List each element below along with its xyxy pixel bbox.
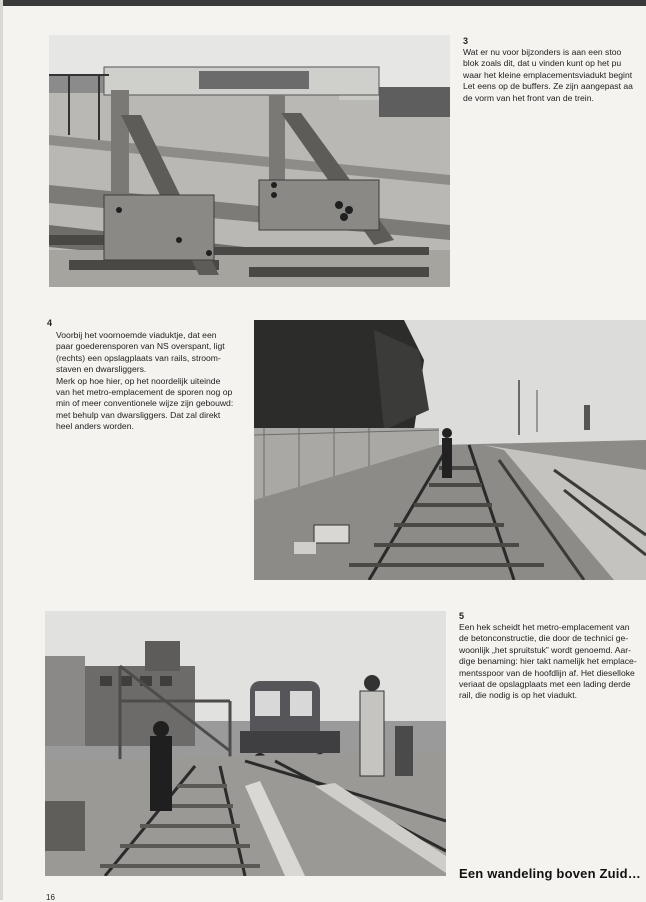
section-caption-4: Voorbij het voornoemde viaduktje, dat een paar goederensporen van NS overspant, ligt (rechts) een opslagplaats van rails, stroom- staven en dwarsliggers. Merk op hoe hier, op het noordelijk uiteinde van het metro-emplacement de sporen nog op min of meer conventionele wijze zijn gebouwd: met behulp van dwarsliggers. Dat zal direkt heel anders worden. (56, 330, 234, 432)
scan-top-edge (0, 0, 646, 6)
track-storage-photo (254, 320, 646, 580)
section-number-4: 4 (47, 318, 53, 328)
page-footer-title: Een wandeling boven Zuid… (459, 866, 641, 881)
section-number-3: 3 (463, 36, 469, 46)
scan-left-edge (0, 0, 3, 900)
buffer-stop-photo (49, 35, 450, 287)
diesel-locomotive-photo (45, 611, 446, 876)
section-number-5: 5 (459, 611, 465, 621)
page-number: 16 (46, 893, 55, 902)
section-caption-5: Een hek scheidt het metro-emplacement van de betonconstructie, die door de technici ge- woonlijk „het spruitstuk” wordt genoemd. Aar- dige benaming: hier takt namelijk het emplace- mentsspoor van de hoofdlijn af. Het dieselloke veriaat de opslagplaats met een lading derde rail, die nodig is op het viadukt. (459, 622, 637, 701)
section-caption-3: Wat er nu voor bijzonders is aan een stoo blok zoals dit, dat u vinden kunt op het pu waar het kleine emplacementsviadukt begint Let eens op de buffers. Ze zijn aangepast aa de vorm van het front van de trein. (463, 47, 633, 103)
